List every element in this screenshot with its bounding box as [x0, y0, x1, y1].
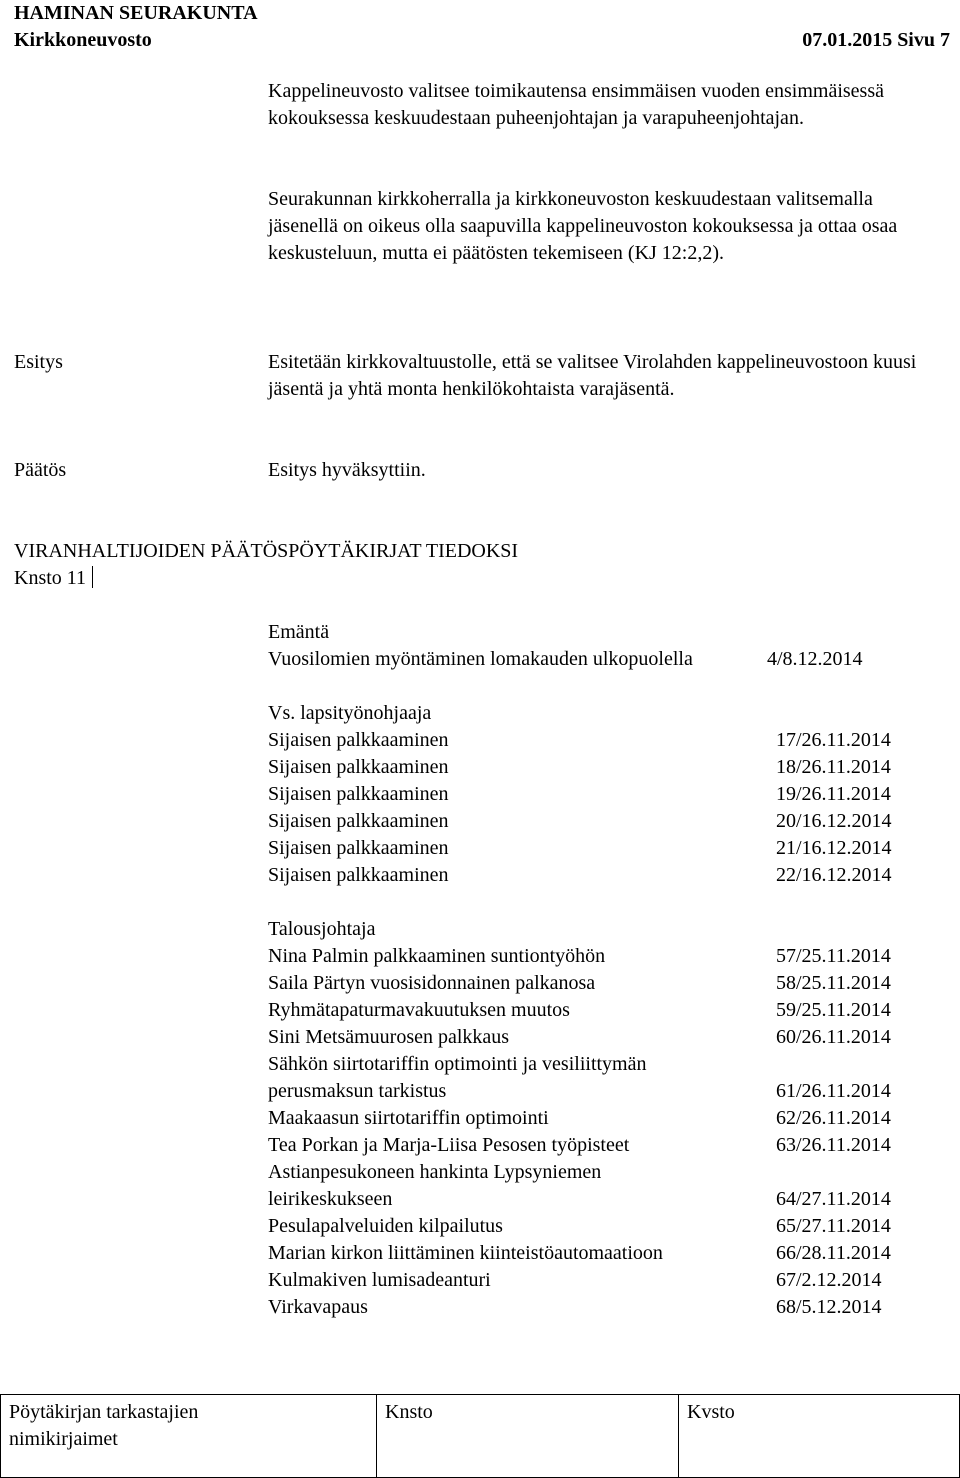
decision-item-text: Sähkön siirtotariffin optimointi ja vesiliittymän	[268, 1053, 647, 1075]
decision-item-text: Maakaasun siirtotariffin optimointi	[268, 1107, 549, 1129]
decision-item-ref: 67/2.12.2014	[776, 1269, 882, 1291]
knsto-label: Knsto	[385, 1401, 433, 1423]
decision-item-ref: 58/25.11.2014	[776, 972, 891, 994]
decision-item-ref: 59/25.11.2014	[776, 999, 891, 1021]
decision-item-text: Tea Porkan ja Marja-Liisa Pesosen työpisteet	[268, 1134, 630, 1156]
decision-item-text: Sijaisen palkkaaminen	[268, 756, 449, 778]
decision-item-ref: 63/26.11.2014	[776, 1134, 891, 1156]
decision-item-text: Marian kirkon liittäminen kiinteistöautomaatioon	[268, 1242, 663, 1264]
decision-item-ref: 62/26.11.2014	[776, 1107, 891, 1129]
paragraph-sign-icon	[92, 566, 103, 588]
decision-item-text: Virkavapaus	[268, 1296, 368, 1318]
decision-item-ref: 61/26.11.2014	[776, 1080, 891, 1102]
kvsto-cell	[679, 1395, 959, 1477]
decision-label: Päätös	[14, 459, 67, 481]
decision-item-text: Pesulapalveluiden kilpailutus	[268, 1215, 503, 1237]
kvsto-label: Kvsto	[687, 1401, 735, 1423]
reviewers-label: Pöytäkirjan tarkastajien	[9, 1401, 199, 1423]
decision-item-text: Nina Palmin palkkaaminen suntiontyöhön	[268, 945, 606, 967]
date-and-page: 07.01.2015 Sivu 7	[802, 29, 950, 51]
official-title: Emäntä	[268, 621, 330, 643]
decision-item-ref: 18/26.11.2014	[776, 756, 891, 778]
decision-item-ref: 20/16.12.2014	[776, 810, 892, 832]
decision-text: Esitys hyväksyttiin.	[268, 459, 426, 481]
section-title: VIRANHALTIJOIDEN PÄÄTÖSPÖYTÄKIRJAT TIEDOKSI	[14, 540, 519, 562]
decision-item-text: Sijaisen palkkaaminen	[268, 810, 449, 832]
decision-item-text: Sijaisen palkkaaminen	[268, 783, 449, 805]
decision-item-text: Sijaisen palkkaaminen	[268, 729, 449, 751]
decision-item-text: Kulmakiven lumisadeanturi	[268, 1269, 491, 1291]
organization-name: HAMINAN SEURAKUNTA	[14, 2, 258, 24]
decision-item-ref: 60/26.11.2014	[776, 1026, 891, 1048]
decision-item-ref: 22/16.12.2014	[776, 864, 892, 886]
intro-paragraph-2: Seurakunnan kirkkoherralla ja kirkkoneuvoston keskuudestaan valitsemalla jäsenellä on oikeus olla saapuvilla kappelineuvoston kokouksessa ja ottaa osaa keskusteluun, mutta ei päätösten tekemiseen (KJ 12:2,2).	[268, 188, 898, 264]
decision-item-ref: 68/5.12.2014	[776, 1296, 882, 1318]
decision-item-text-continued: perusmaksun tarkistus	[268, 1080, 447, 1102]
signature-box	[0, 1394, 960, 1478]
decision-item-ref: 19/26.11.2014	[776, 783, 891, 805]
decision-item-ref: 57/25.11.2014	[776, 945, 891, 967]
decision-item-text: Sijaisen palkkaaminen	[268, 837, 449, 859]
reviewers-initials-cell	[1, 1395, 377, 1477]
decision-item-ref: 66/28.11.2014	[776, 1242, 891, 1264]
knsto-cell	[377, 1395, 679, 1477]
official-title: Talousjohtaja	[268, 918, 376, 940]
decision-item-ref: 4/8.12.2014	[767, 648, 863, 670]
decision-item-text: Ryhmätapaturmavakuutuksen muutos	[268, 999, 570, 1021]
decision-item-ref: 64/27.11.2014	[776, 1188, 891, 1210]
decision-item-text: Sijaisen palkkaaminen	[268, 864, 449, 886]
decision-item-text: Vuosilomien myöntäminen lomakauden ulkopuolella	[268, 648, 693, 670]
proposal-label: Esitys	[14, 351, 63, 373]
decision-item-text-continued: leirikeskukseen	[268, 1188, 393, 1210]
official-title: Vs. lapsityönohjaaja	[268, 702, 432, 724]
intro-paragraph-1: Kappelineuvosto valitsee toimikautensa ensimmäisen vuoden ensimmäisessä kokouksessa keskuudestaan puheenjohtajan ja varapuheenjohtajan.	[268, 80, 884, 129]
section-number: Knsto 11	[14, 565, 103, 592]
initials-label: nimikirjaimet	[9, 1428, 118, 1450]
decision-item-text: Saila Pärtyn vuosisidonnainen palkanosa	[268, 972, 596, 994]
decision-item-text: Astianpesukoneen hankinta Lypsyniemen	[268, 1161, 602, 1183]
decision-item-ref: 65/27.11.2014	[776, 1215, 891, 1237]
decision-item-text: Sini Metsämuurosen palkkaus	[268, 1026, 510, 1048]
decision-item-ref: 21/16.12.2014	[776, 837, 892, 859]
decision-item-ref: 17/26.11.2014	[776, 729, 891, 751]
proposal-text: Esitetään kirkkovaltuustolle, että se valitsee Virolahden kappelineuvostoon kuusi jäsentä ja yhtä monta henkilökohtaista varajäsentä.	[268, 351, 917, 400]
governing-body: Kirkkoneuvosto	[14, 29, 152, 51]
